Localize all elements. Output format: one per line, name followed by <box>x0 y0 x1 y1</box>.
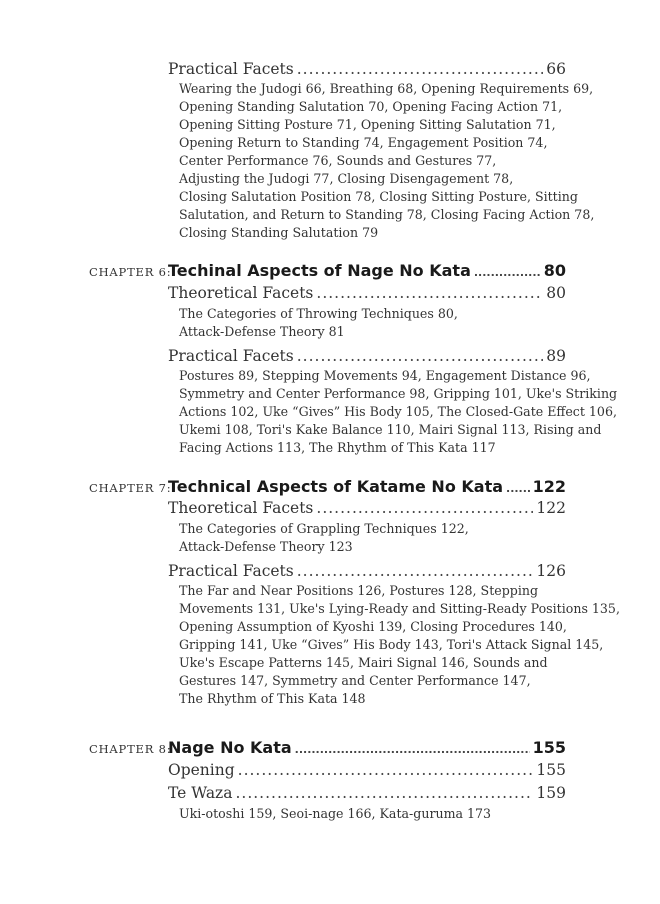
subtopic-line: The Categories of Throwing Techniques 80, <box>179 306 458 321</box>
chapter-label: CHAPTER 8: <box>89 742 172 756</box>
chapter-page-number: 155 <box>532 738 566 757</box>
entry-page-number: 159 <box>536 784 566 802</box>
subtopic-line: Ukemi 108, Tori's Kake Balance 110, Mairi Signal 113, Rising and <box>179 422 602 437</box>
subtopic-line: Center Performance 76, Sounds and Gestures 77, <box>179 153 497 168</box>
subtopic-line: Wearing the Judogi 66, Breathing 68, Opening Requirements 69, <box>179 81 594 96</box>
dot-leader <box>297 562 534 580</box>
subtopic-list <box>179 582 620 708</box>
subtopic-line: The Far and Near Positions 126, Postures 128, Stepping <box>179 583 539 598</box>
toc-entry-practical-facets[interactable] <box>168 347 566 365</box>
subtopic-line: Opening Assumption of Kyoshi 139, Closing Procedures 140, <box>179 619 567 634</box>
dot-leader <box>474 266 541 279</box>
subtopic-line: Attack-Defense Theory 81 <box>179 324 345 339</box>
chapter-title: Technical Aspects of Katame No Kata <box>168 477 504 496</box>
chapter-title-entry[interactable] <box>168 738 566 757</box>
chapter-label: CHAPTER 6: <box>89 265 172 279</box>
subtopic-line: The Categories of Grappling Techniques 122, <box>179 521 469 536</box>
subtopic-line: Uke's Escape Patterns 145, Mairi Signal 146, Sounds and <box>179 655 548 670</box>
subtopic-line: Closing Standing Salutation 79 <box>179 225 379 240</box>
entry-label: Theoretical Facets <box>168 284 314 302</box>
subtopic-list <box>179 367 617 457</box>
dot-leader <box>506 482 530 495</box>
toc-entry-te-waza[interactable] <box>168 784 566 802</box>
subtopic-line: Postures 89, Stepping Movements 94, Engagement Distance 96, <box>179 368 591 383</box>
entry-page-number: 89 <box>546 347 566 365</box>
chapter-title: Techinal Aspects of Nage No Kata <box>168 261 471 280</box>
subtopic-line: Movements 131, Uke's Lying-Ready and Sitting-Ready Positions 135, <box>179 601 620 616</box>
toc-entry-theoretical-facets[interactable] <box>168 284 566 302</box>
subtopic-line: Uki-otoshi 159, Seoi-nage 166, Kata-guruma 173 <box>179 806 492 821</box>
entry-page-number: 122 <box>536 499 566 517</box>
chapter-title-entry[interactable] <box>168 477 566 496</box>
subtopic-line: The Rhythm of This Kata 148 <box>179 691 366 706</box>
subtopic-line: Gestures 147, Symmetry and Center Performance 147, <box>179 673 531 688</box>
subtopic-line: Facing Actions 113, The Rhythm of This Kata 117 <box>179 440 496 455</box>
dot-leader <box>316 284 543 302</box>
subtopic-line: Closing Salutation Position 78, Closing Sitting Posture, Sitting <box>179 189 578 204</box>
entry-label: Practical Facets <box>168 60 294 78</box>
chapter-label: CHAPTER 7: <box>89 481 172 495</box>
entry-page-number: 155 <box>536 761 566 779</box>
toc-entry-practical-facets[interactable] <box>168 60 566 78</box>
entry-label: Practical Facets <box>168 562 294 580</box>
toc-entry-opening[interactable] <box>168 761 566 779</box>
subtopic-line: Adjusting the Judogi 77, Closing Disengagement 78, <box>179 171 514 186</box>
entry-page-number: 126 <box>536 562 566 580</box>
entry-label: Practical Facets <box>168 347 294 365</box>
subtopic-list <box>179 520 469 556</box>
toc-entry-theoretical-facets[interactable] <box>168 499 566 517</box>
subtopic-line: Opening Standing Salutation 70, Opening Facing Action 71, <box>179 99 563 114</box>
dot-leader <box>238 761 534 779</box>
chapter-title: Nage No Kata <box>168 738 292 757</box>
subtopic-list <box>179 80 594 242</box>
entry-label: Opening <box>168 761 235 779</box>
subtopic-line: Gripping 141, Uke “Gives” His Body 143, Tori's Attack Signal 145, <box>179 637 604 652</box>
subtopic-line: Attack-Defense Theory 123 <box>179 539 353 554</box>
toc-entry-practical-facets[interactable] <box>168 562 566 580</box>
subtopic-line: Opening Sitting Posture 71, Opening Sitting Salutation 71, <box>179 117 556 132</box>
entry-label: Theoretical Facets <box>168 499 314 517</box>
entry-page-number: 66 <box>546 60 566 78</box>
subtopic-list <box>179 805 491 823</box>
entry-label: Te Waza <box>168 784 233 802</box>
subtopic-list <box>179 305 458 341</box>
dot-leader <box>297 60 544 78</box>
dot-leader <box>297 347 544 365</box>
entry-page-number: 80 <box>546 284 566 302</box>
chapter-page-number: 122 <box>532 477 566 496</box>
subtopic-line: Opening Return to Standing 74, Engagement Position 74, <box>179 135 548 150</box>
dot-leader <box>295 743 530 756</box>
chapter-page-number: 80 <box>543 261 566 280</box>
subtopic-line: Salutation, and Return to Standing 78, Closing Facing Action 78, <box>179 207 595 222</box>
subtopic-line: Symmetry and Center Performance 98, Gripping 101, Uke's Striking <box>179 386 618 401</box>
dot-leader <box>316 499 533 517</box>
dot-leader <box>235 784 533 802</box>
subtopic-line: Actions 102, Uke “Gives” His Body 105, The Closed-Gate Effect 106, <box>179 404 617 419</box>
chapter-title-entry[interactable] <box>168 261 566 280</box>
